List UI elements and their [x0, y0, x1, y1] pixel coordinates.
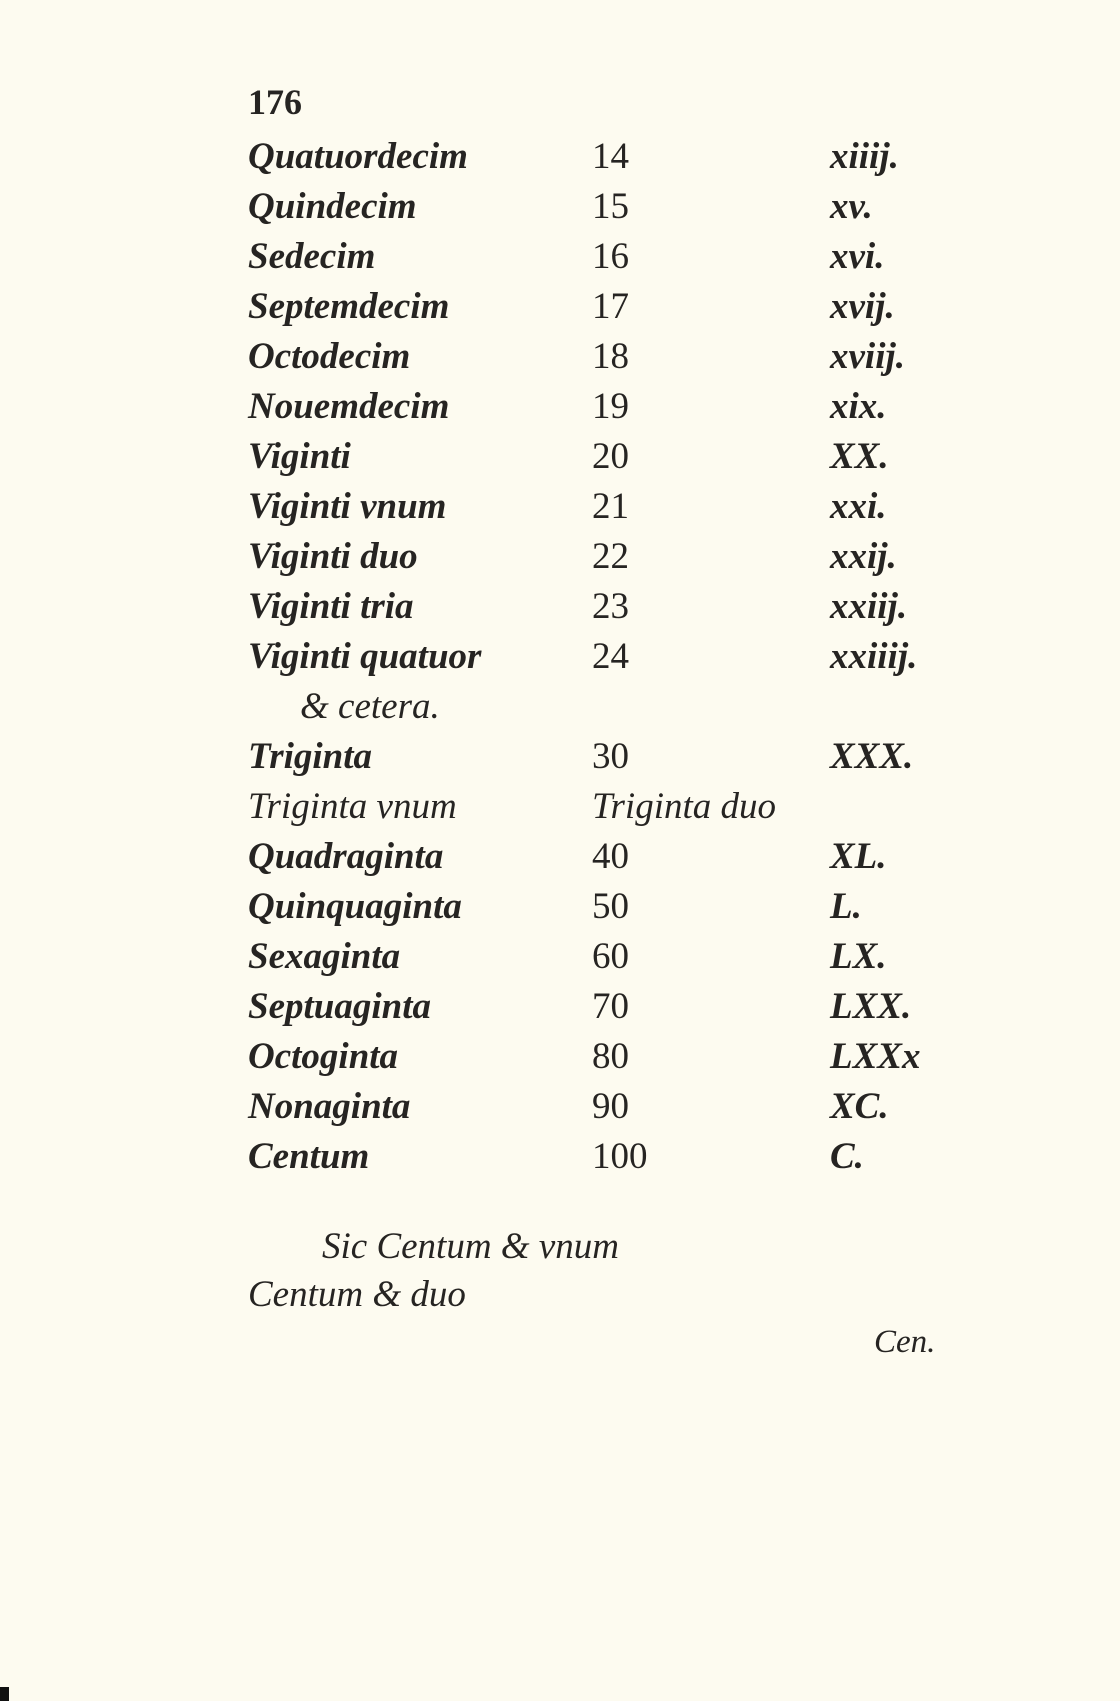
- roman-numeral: xiiij.: [830, 136, 899, 177]
- table-row: [248, 1032, 968, 1082]
- roman-numeral: xvij.: [830, 286, 895, 327]
- roman-numeral: xix.: [830, 386, 887, 427]
- arabic-numeral: 50: [592, 886, 629, 927]
- page-number: 176: [248, 82, 302, 122]
- roman-numeral: xxiij.: [830, 586, 908, 627]
- arabic-numeral: 21: [592, 486, 629, 527]
- arabic-numeral: 17: [592, 286, 629, 327]
- roman-numeral: xv.: [830, 186, 873, 227]
- table-row: [248, 882, 968, 932]
- latin-numeral: Quatuordecim: [248, 136, 468, 177]
- arabic-numeral: 16: [592, 236, 629, 277]
- table-row: [248, 782, 968, 832]
- arabic-numeral: 18: [592, 336, 629, 377]
- latin-numeral: Viginti vnum: [248, 486, 447, 527]
- latin-numeral: Nouemdecim: [248, 386, 450, 427]
- table-row: [248, 932, 968, 982]
- table-row: [248, 1132, 968, 1182]
- latin-numeral: Octodecim: [248, 336, 411, 377]
- table-row: [248, 732, 968, 782]
- latin-numeral: Viginti quatuor: [248, 636, 482, 677]
- latin-numeral: Octoginta: [248, 1036, 399, 1077]
- sic-centum-line: Sic Centum & vnum: [322, 1226, 619, 1267]
- latin-numeral: Sexaginta: [248, 936, 401, 977]
- catchword: Cen.: [874, 1324, 936, 1360]
- table-row: [248, 832, 968, 882]
- arabic-numeral: 30: [592, 736, 629, 777]
- numeral-table: [248, 132, 968, 1182]
- table-row: [248, 532, 968, 582]
- roman-numeral: xxiiij.: [830, 636, 918, 677]
- arabic-numeral: 60: [592, 936, 629, 977]
- latin-numeral: Centum: [248, 1136, 370, 1177]
- table-row: [248, 982, 968, 1032]
- roman-numeral: xxij.: [830, 536, 897, 577]
- arabic-numeral: 23: [592, 586, 629, 627]
- roman-numeral: XL.: [830, 836, 887, 877]
- arabic-numeral: 100: [592, 1136, 648, 1177]
- roman-numeral: LXX.: [830, 986, 912, 1027]
- latin-numeral-second: Triginta duo: [592, 786, 777, 827]
- latin-numeral: Nonaginta: [248, 1086, 411, 1127]
- latin-numeral: Viginti tria: [248, 586, 414, 627]
- table-row: [248, 432, 968, 482]
- roman-numeral: xvi.: [830, 236, 885, 277]
- roman-numeral: LXXx: [830, 1036, 921, 1077]
- et-cetera-text: & cetera.: [300, 686, 440, 727]
- latin-numeral: Septuaginta: [248, 986, 431, 1027]
- centum-duo-line: Centum & duo: [248, 1274, 466, 1315]
- roman-numeral: C.: [830, 1136, 864, 1177]
- arabic-numeral: 70: [592, 986, 629, 1027]
- roman-numeral: xxi.: [830, 486, 887, 527]
- latin-numeral: Viginti: [248, 436, 351, 477]
- table-row: [248, 582, 968, 632]
- table-row: [248, 232, 968, 282]
- table-row: [248, 182, 968, 232]
- arabic-numeral: 40: [592, 836, 629, 877]
- arabic-numeral: 19: [592, 386, 629, 427]
- arabic-numeral: 90: [592, 1086, 629, 1127]
- latin-numeral: Viginti duo: [248, 536, 418, 577]
- table-row: [248, 332, 968, 382]
- roman-numeral: L.: [830, 886, 862, 927]
- latin-numeral: Quinquaginta: [248, 886, 462, 927]
- latin-numeral: Quindecim: [248, 186, 417, 227]
- scan-edge-mark: [0, 1687, 9, 1701]
- table-row: [248, 482, 968, 532]
- latin-numeral: Triginta vnum: [248, 786, 457, 827]
- latin-numeral: Quadraginta: [248, 836, 444, 877]
- arabic-numeral: 22: [592, 536, 629, 577]
- arabic-numeral: 24: [592, 636, 629, 677]
- arabic-numeral: 15: [592, 186, 629, 227]
- roman-numeral: LX.: [830, 936, 887, 977]
- arabic-numeral: 20: [592, 436, 629, 477]
- roman-numeral: XXX.: [830, 736, 914, 777]
- arabic-numeral: 14: [592, 136, 629, 177]
- latin-numeral: Septemdecim: [248, 286, 450, 327]
- table-row: [248, 282, 968, 332]
- table-row: [248, 1082, 968, 1132]
- roman-numeral: XC.: [830, 1086, 889, 1127]
- roman-numeral: XX.: [830, 436, 889, 477]
- arabic-numeral: 80: [592, 1036, 629, 1077]
- roman-numeral: xviij.: [830, 336, 906, 377]
- latin-numeral: Triginta: [248, 736, 373, 777]
- table-row: [248, 382, 968, 432]
- table-row-continuation: [248, 682, 968, 732]
- table-row: [248, 632, 968, 682]
- table-row: [248, 132, 968, 182]
- latin-numeral: Sedecim: [248, 236, 376, 277]
